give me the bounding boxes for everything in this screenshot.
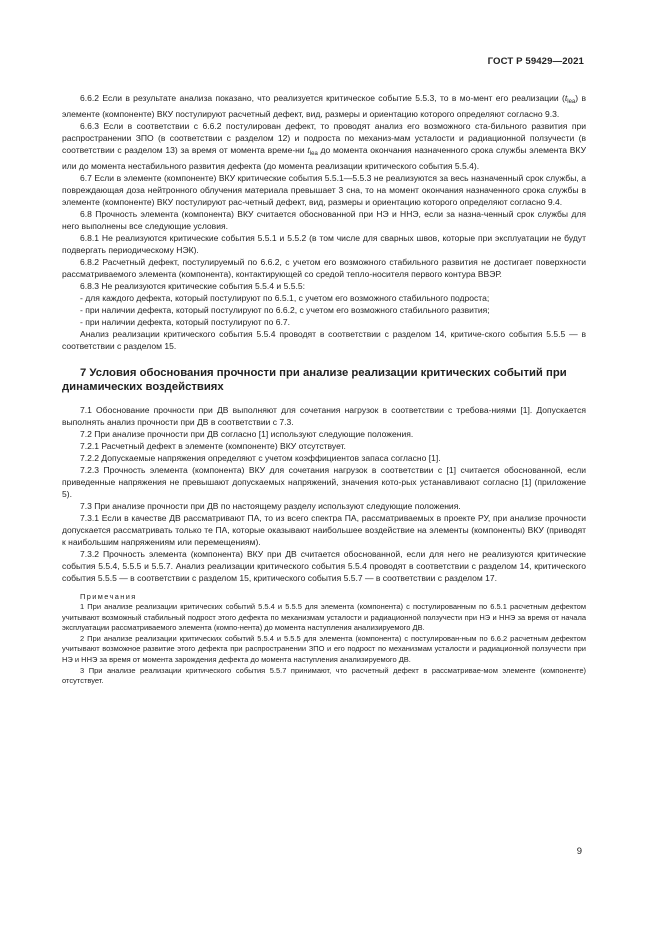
paragraph-6-8: 6.8 Прочность элемента (компонента) ВКУ считается обоснованной при НЭ и ННЭ, если за назна-ченный срок службы для него выполнены все следующие условия. (62, 209, 586, 231)
paragraph-7-3-1: 7.3.1 Если в качестве ДВ рассматривают ПА, то из всего спектра ПА, рассматриваемых в проекте РУ, при анализе прочности допускается рассматривать только те ПА, которые оказывают наибольшее воздействие на элементы (компоненты) ВКУ (приводят к наибольшим напряжениям или перемещениям). (62, 513, 586, 547)
paragraph-6-7: 6.7 Если в элементе (компоненте) ВКУ критические события 5.5.1—5.5.3 не реализуются за весь назначенный срок службы, а повреждающая доза нейтронного облучения материала превышает 3 сна, то на момент окончания назначенного срока службы в элементе (компоненте) ВКУ постулируют рас-четный дефект, вид, размеры и ориентацию которого определяют согласно 9.4. (62, 173, 586, 207)
paragraph-6-8-1: 6.8.1 Не реализуются критические события 5.5.1 и 5.5.2 (в том числе для сварных швов, которые при эксплуатации не будут подвергать периодическому НЭК). (62, 233, 586, 255)
note-item: 3 При анализе реализации критического события 5.5.7 принимают, что расчетный дефект в рассматривае-мом элементе (компоненте) отсутствует. (62, 665, 586, 686)
paragraph-6-8-3: 6.8.3 Не реализуются критические события 5.5.4 и 5.5.5: (80, 281, 305, 291)
list-item: - при наличии дефекта, который постулируют по 6.6.2, с учетом его возможного стабильного развития; (80, 305, 490, 315)
paragraph-7-1: 7.1 Обоснование прочности при ДВ выполняют для сочетания нагрузок в соответствии с требова-ниями [1]. Допускается выполнять анализ прочности при ДВ в соответствии с 7.3. (62, 405, 586, 427)
paragraph-6-6-3: 6.6.3 Если в соответствии с 6.6.2 постулирован дефект, то проводят анализ его возможного ста-бильного развития при распространении ЗПО (в соответствии с разделом 12) и подроста по механиз-мам усталости и радиационной ползучести (в соответствии с разделом 13) за время от момента време-ни $t_{lea}$ до момента окончания назначенного срока службы элемента ВКУ или до момента нестабильного развития дефекта (до момента реализации критического события 5.5.4). (62, 121, 586, 171)
paragraph-6-8-2: 6.8.2 Расчетный дефект, постулируемый по 6.6.2, с учетом его возможного стабильного развития не достигает поверхности рассматриваемого элемента (компонента), контактирующей со средой тепло-носителя первого контура ВВЭР. (62, 257, 586, 279)
note-item: 2 При анализе реализации критических событий 5.5.4 и 5.5.5 для элемента (компонента) с постулирован-ным по 6.6.2 расчетным дефектом учитывают возможное развитие этого дефекта при распространении ЗПО и его подрост по механизмам усталости и радиационной ползучести при НЭ и ННЭ за время от момента зарождения дефекта до момента наступления анализируемого ДВ. (62, 633, 586, 664)
list-item: - для каждого дефекта, который постулируют по 6.5.1, с учетом его возможного стабильного подроста; (80, 293, 490, 303)
paragraph-7-2-1: 7.2.1 Расчетный дефект в элементе (компоненте) ВКУ отсутствует. (80, 441, 346, 451)
paragraph-6-6-2: 6.6.2 Если в результате анализа показано, что реализуется критическое событие 5.5.3, то в мо-мент его реализации $(t_{lea})$ в элементе (компоненте) ВКУ постулируют расчетный дефект, вид, размеры и ориентацию которого определяют согласно 9.3. (62, 93, 587, 119)
paragraph-7-2-2: 7.2.2 Допускаемые напряжения определяют с учетом коэффициентов запаса согласно [1]. (80, 453, 441, 463)
paragraph-7-3: 7.3 При анализе прочности при ДВ по настоящему разделу используют следующие положения. (80, 501, 461, 511)
paragraph-7-2: 7.2 При анализе прочности при ДВ согласно [1] используют следующие положения. (80, 429, 414, 439)
document-header: ГОСТ Р 59429—2021 (487, 56, 584, 67)
note-item: 1 При анализе реализации критических событий 5.5.4 и 5.5.5 для элемента (компонента) с постулированным по 6.5.1 расчетным дефектом учитывают возможный стабильный подрост этого дефекта по механизмам усталости и радиационной ползучести при НЭ и ННЭ за время от начала эксплуатации рассматриваемого элемента (компо-нента) до момента наступления анализируемого ДВ. (62, 602, 586, 633)
section-title-7: 7 Условия обоснования прочности при анализе реализации критических событий при динамических воздействиях (62, 367, 567, 393)
page-number: 9 (576, 846, 582, 857)
list-item: - при наличии дефекта, который постулируют по 6.7. (80, 317, 291, 327)
paragraph-7-3-2: 7.3.2 Прочность элемента (компонента) ВКУ при ДВ считается обоснованной, если для него не реализуются критические события 5.5.4, 5.5.5 и 5.5.7. Анализ реализации критического события 5.5.4 проводят в соответствии с разделом 14, критического события 5.5.5 — в соответствии с разделом 15, критического события 5.5.7 — в соответствии с разделом 17. (62, 549, 586, 583)
paragraph-analysis: Анализ реализации критического события 5.5.4 проводят в соответствии с разделом 14, критиче-ского события 5.5.5 — в соответствии с разделом 15. (62, 329, 586, 351)
document-body (62, 92, 586, 687)
paragraph-7-2-3: 7.2.3 Прочность элемента (компонента) ВКУ для сочетания нагрузок в соответствии с [1] считается обоснованной, если приведенные напряжения не превышают допускаемых напряжений, значения кото-рых устанавливают согласно [1] (приложение 5). (62, 465, 586, 499)
notes-heading: Примечания (80, 592, 137, 601)
